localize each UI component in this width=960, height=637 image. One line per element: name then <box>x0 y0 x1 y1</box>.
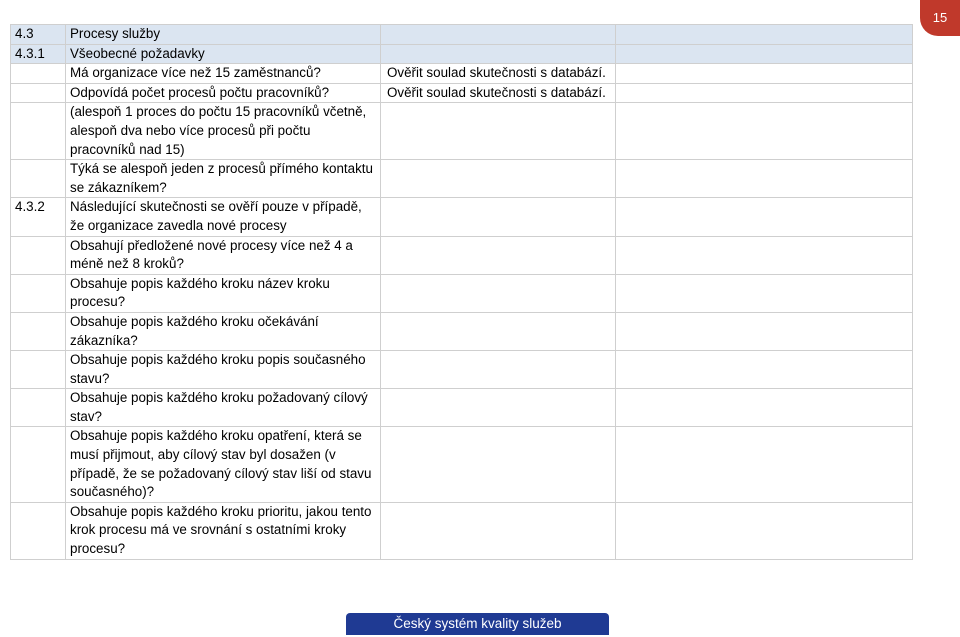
question-cell: (alespoň 1 proces do počtu 15 pracovníků včetně, alespoň dva nebo více procesů při počtu pracovníků nad 15) <box>66 103 381 160</box>
subsection-row <box>11 44 913 64</box>
section-row <box>11 25 913 45</box>
question-cell: Obsahuje popis každého kroku prioritu, jakou tento krok procesu má ve srovnání s ostatními kroky procesu? <box>66 502 381 559</box>
audit-checklist-table <box>10 24 913 560</box>
note-cell: Ověřit soulad skutečnosti s databází. <box>381 64 616 84</box>
question-cell: Obsahuje popis každého kroku opatření, která se musí přijmout, aby cílový stav byl dosažen (v případě, že se požadovaný cílový stav liší od stavu současného)? <box>66 427 381 502</box>
subsection-text: Následující skutečnosti se ověří pouze v případě, že organizace zavedla nové procesy <box>66 198 381 236</box>
table-row <box>11 312 913 350</box>
question-cell: Týká se alespoň jeden z procesů přímého kontaktu se zákazníkem? <box>66 160 381 198</box>
subsection-row <box>11 198 913 236</box>
section-number: 4.3 <box>11 25 66 45</box>
table-row <box>11 502 913 559</box>
question-cell: Obsahuje popis každého kroku požadovaný cílový stav? <box>66 389 381 427</box>
question-cell: Obsahují předložené nové procesy více než 4 a méně než 8 kroků? <box>66 236 381 274</box>
question-cell: Obsahuje popis každého kroku popis současného stavu? <box>66 351 381 389</box>
table-row <box>11 83 913 103</box>
subsection-title: Všeobecné požadavky <box>66 44 381 64</box>
table-row <box>11 274 913 312</box>
subsection-number: 4.3.1 <box>11 44 66 64</box>
table-row <box>11 160 913 198</box>
question-cell: Má organizace více než 15 zaměstnanců? <box>66 64 381 84</box>
page-number-badge: 15 <box>920 0 960 36</box>
footer-banner: Český systém kvality služeb <box>346 613 609 635</box>
note-cell: Ověřit soulad skutečnosti s databází. <box>381 83 616 103</box>
subsection-number: 4.3.2 <box>11 198 66 236</box>
question-cell: Obsahuje popis každého kroku název kroku procesu? <box>66 274 381 312</box>
table-row <box>11 427 913 502</box>
table-row <box>11 103 913 160</box>
question-cell: Obsahuje popis každého kroku očekávání zákazníka? <box>66 312 381 350</box>
table-row <box>11 389 913 427</box>
question-cell: Odpovídá počet procesů počtu pracovníků? <box>66 83 381 103</box>
section-title: Procesy služby <box>66 25 381 45</box>
table-row <box>11 351 913 389</box>
table-row <box>11 64 913 84</box>
table-row <box>11 236 913 274</box>
